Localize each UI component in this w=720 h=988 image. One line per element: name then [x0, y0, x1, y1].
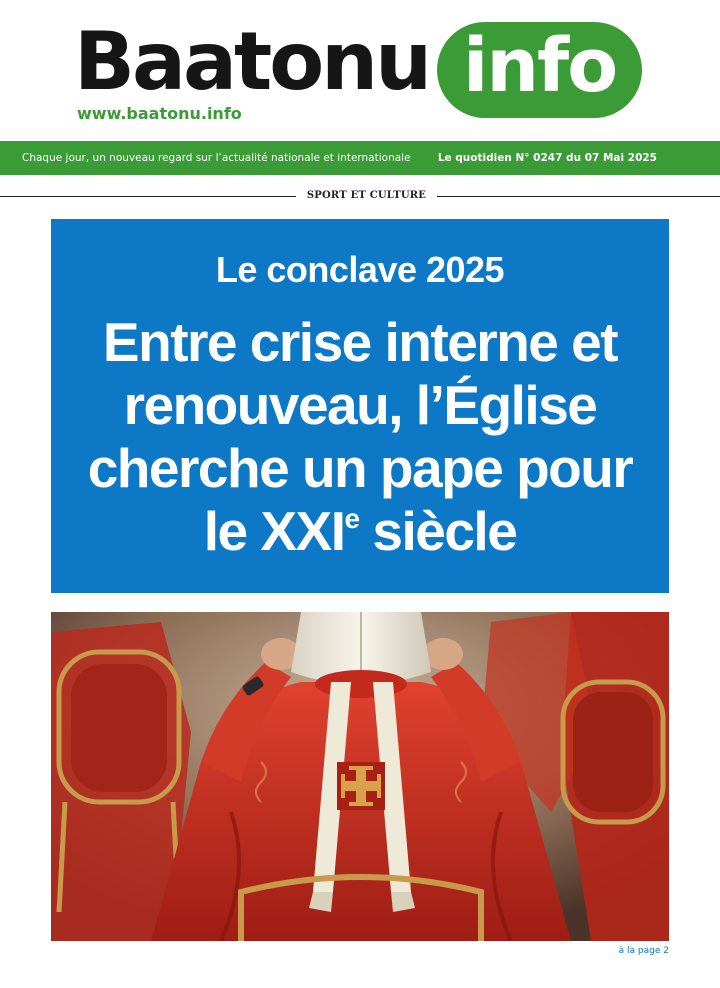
jerusalem-cross-icon [337, 762, 385, 810]
logo-wordmark: Baatonu [74, 15, 430, 108]
masthead [0, 0, 720, 140]
banner-tagline: Chaque jour, un nouveau regard sur l’actualité nationale et internationale [22, 152, 411, 164]
headline-line-4-prefix: le XXI [203, 500, 345, 562]
website-url[interactable]: www.baatonu.info [77, 104, 242, 123]
headline-title [61, 311, 659, 563]
headline-line-4-suffix: siècle [358, 500, 517, 562]
page-reference[interactable]: à la page 2 [618, 946, 669, 956]
section-divider-right [437, 196, 720, 197]
section-divider-left [0, 196, 296, 197]
section-header [0, 186, 720, 206]
headline-line-3: cherche un pape pour [87, 437, 633, 499]
logo-pill [437, 22, 642, 118]
headline-line-4 [61, 500, 659, 563]
headline-box [51, 219, 669, 593]
cardinal-with-mitre-photo [51, 612, 669, 941]
headline-kicker: Le conclave 2025 [215, 249, 505, 290]
headline-superscript: e [344, 503, 359, 534]
tagline-banner [0, 141, 720, 175]
headline-line-1: Entre crise interne et [102, 311, 618, 373]
headline-line-2: renouveau, l’Église [123, 374, 597, 436]
logo-pill-text: info [462, 23, 617, 109]
issue-number: Le quotidien N° 0247 du 07 Mai 2025 [437, 152, 657, 164]
section-label: SPORT ET CULTURE [306, 190, 427, 201]
